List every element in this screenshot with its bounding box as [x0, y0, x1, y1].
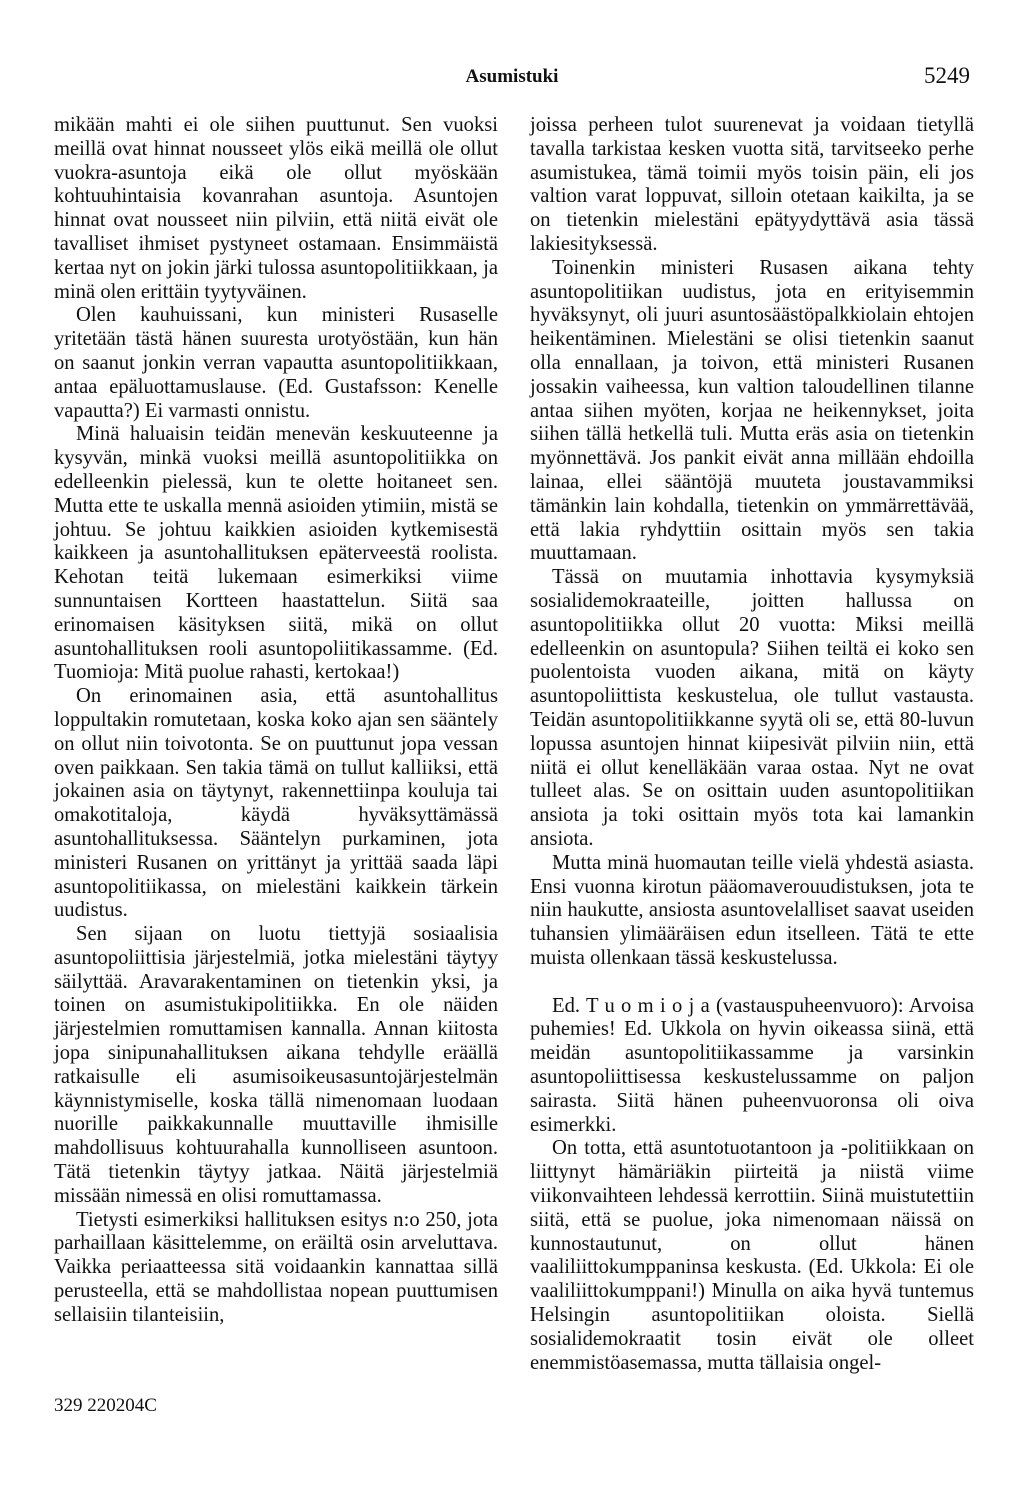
paragraph: mikään mahti ei ole siihen puuttunut. Sen vuoksi meillä ovat hinnat nousseet ylös eikä meillä ole ollut vuokra-asuntoja eikä ole ollut myöskään kohtuuhintaisia kovanrahan asuntoja. Asuntojen hinnat ovat nousseet niin pilviin, että niitä eivät ole tavalliset ihmiset pystyneet ostamaan. Ensimmäistä kertaa nyt on jokin järki tulossa asuntopolitiikkaan, ja minä olen erittäin tyytyväinen. — [54, 114, 498, 303]
paragraph: Sen sijaan on luotu tiettyjä sosiaalisia asuntopoliittisia järjestelmiä, jotka mielestäni täytyy säilyttää. Aravarakentaminen on tietenkin yksi, ja toinen on asumistukipolitiikka. En ole näiden järjestelmien romuttamisen kannalla. Annan kiitosta jopa sinipunahallituksen aikana tehdylle eräällä ratkaisulle eli asumisoikeusasuntojärjestelmän käynnistymiselle, koska tällä nimenomaan luodaan nuorille paikkakunnalle muuttaville ihmisille mahdollisuus kohtuurahalla kunnolliseen asuntoon. Tätä tietenkin täytyy jatkaa. Näitä järjestelmiä missään nimessä en olisi romuttamassa. — [54, 923, 498, 1207]
paragraph: Toinenkin ministeri Rusasen aikana tehty asuntopolitiikan uudistus, jota en erityisemmin hyväksynyt, oli juuri asuntosäästöpalkkiolain ehtojen heikentäminen. Mielestäni se olisi tietenkin saanut olla ennallaan, ja toivon, että ministeri Rusanen jossakin vaiheessa, kun valtion taloudellinen tilanne antaa siihen myöten, korjaa ne heikennykset, joita siihen tällä hetkellä tuli. Mutta eräs asia on tietenkin myönnettävä. Jos pankit eivät anna millään ehdoilla lainaa, ellei sääntöjä muuteta joustavammiksi tämänkin lain kohdalla, tietenkin on ymmärrettävää, että lakia ryhdyttiin osittain myös sen takia muuttamaan. — [530, 256, 974, 565]
paragraph: Tietysti esimerkiksi hallituksen esitys n:o 250, jota parhaillaan käsittelemme, on eräiltä osin arveluttava. Vaikka periaatteessa sitä voidaankin kannattaa sillä perusteella, että se mahdollistaa nopean puuttumisen sellaisiin tilanteisiin, — [54, 1208, 498, 1326]
paragraph: Olen kauhuissani, kun ministeri Rusaselle yritetään tästä hänen suuresta urotyöstään, kun hän on saanut jonkin verran vapautta asuntopolitiikkaan, antaa epäluottamuslause. (Ed. Gustafsson: Kenelle vapautta?) Ei varmasti onnistu. — [54, 304, 498, 422]
paragraph: On erinomainen asia, että asuntohallitus loppultakin romutetaan, koska koko ajan sen sääntely on ollut niin toivotonta. Se on puuttunut jopa vessan oven paikkaan. Sen takia tämä on tullut kalliiksi, että jokainen asia on täytynyt, rakennettiinpa kouluja tai omakotitaloja, käydä hyväksyttämässä asuntohallituksessa. Sääntelyn purkaminen, jota ministeri Rusanen on yrittänyt ja yrittää saada läpi asuntopolitiikassa, on mielestäni kaikkein tärkein uudistus. — [54, 685, 498, 922]
left-text-column — [54, 114, 498, 1328]
speaker-paragraph: Ed. T u o m i o j a (vastauspuheenvuoro): Arvoisa puhemies! Ed. Ukkola on hyvin oikeassa siinä, että meidän asuntopolitiikassamme ja varsinkin asuntopoliittisessa keskustelussamme on paljon sairasta. Siitä hänen puheenvuoronsa oli oiva esimerkki. — [530, 994, 974, 1136]
paragraph: On totta, että asuntotuotantoon ja -politiikkaan on liittynyt hämäriäkin piirteitä ja niistä viime viikonvaihteen lehdessä kerrottiin. Siinä muistutettiin siitä, että se puolue, joka nimenomaan näissä on kunnostautunut, on ollut hänen vaaliliittokumppaninsa keskusta. (Ed. Ukkola: Ei ole vaaliliittokumppani!) Minulla on aika hyvä tuntemus Helsingin asuntopolitiikan oloista. Siellä sosialidemokraatit tosin eivät ole olleet enemmistöasemassa, mutta tällaisia ongel- — [530, 1137, 974, 1374]
running-header-title: Asumistuki — [465, 66, 559, 87]
paragraph: Minä haluaisin teidän menevän keskuuteenne ja kysyvän, minkä vuoksi meillä asuntopolitiikka on edelleenkin pielessä, kun te olette hoitaneet sen. Mutta ette te uskalla mennä asioiden ytimiin, mistä se johtuu. Se johtuu kaikkien asioiden kytkemisestä kaikkeen ja asuntohallituksen epäterveestä roolista. Kehotan teitä lukemaan esimerkiksi viime sunnuntaisen Kortteen haastattelun. Siitä saa erinomaisen käsityksen siitä, mikä on ollut asuntohallituksen rooli asuntopoliitikassamme. (Ed. Tuomioja: Mitä puolue rahasti, kertokaa!) — [54, 423, 498, 684]
paragraph: Mutta minä huomautan teille vielä yhdestä asiasta. Ensi vuonna kirotun pääomaverouudistuksen, jota te niin haukutte, ansiosta asuntovelalliset saavat useiden tuhansien ylimääräisen edun itselleen. Tätä te ette muista ollenkaan tässä keskustelussa. — [530, 851, 974, 969]
right-text-column — [530, 114, 974, 1375]
footer-print-code: 329 220204C — [54, 1395, 157, 1416]
paragraph: joissa perheen tulot suurenevat ja voidaan tietyllä tavalla tarkistaa kesken vuotta sitä, tarvitseeko perhe asumistukea, tämä toimii myös toisin päin, eli jos valtion varat loppuvat, silloin otetaan kaikilta, ja se on tietenkin mielestäni epätyydyttävä asia tässä lakiesityksessä. — [530, 114, 974, 255]
paragraph: Tässä on muutamia inhottavia kysymyksiä sosialidemokraateille, joitten hallussa on asuntopolitiikka ollut 20 vuotta: Miksi meillä edelleenkin on asuntopula? Siihen teiltä ei koko sen puolentoista vuoden aikana, mitä on käyty asuntopoliittista keskustelua, ole tullut vastausta. Teidän asuntopolitiikkanne syytä oli se, että 80-luvun lopussa asuntojen hinnat kiipesivät pilviin niin, että niitä ei ollut kenelläkään varaa ostaa. Nyt ne ovat tulleet alas. Se on osittain uuden asuntopolitiikan ansiota ja toki osittain myös tota kai lamankin ansiota. — [530, 566, 974, 850]
page-number: 5249 — [924, 63, 970, 88]
